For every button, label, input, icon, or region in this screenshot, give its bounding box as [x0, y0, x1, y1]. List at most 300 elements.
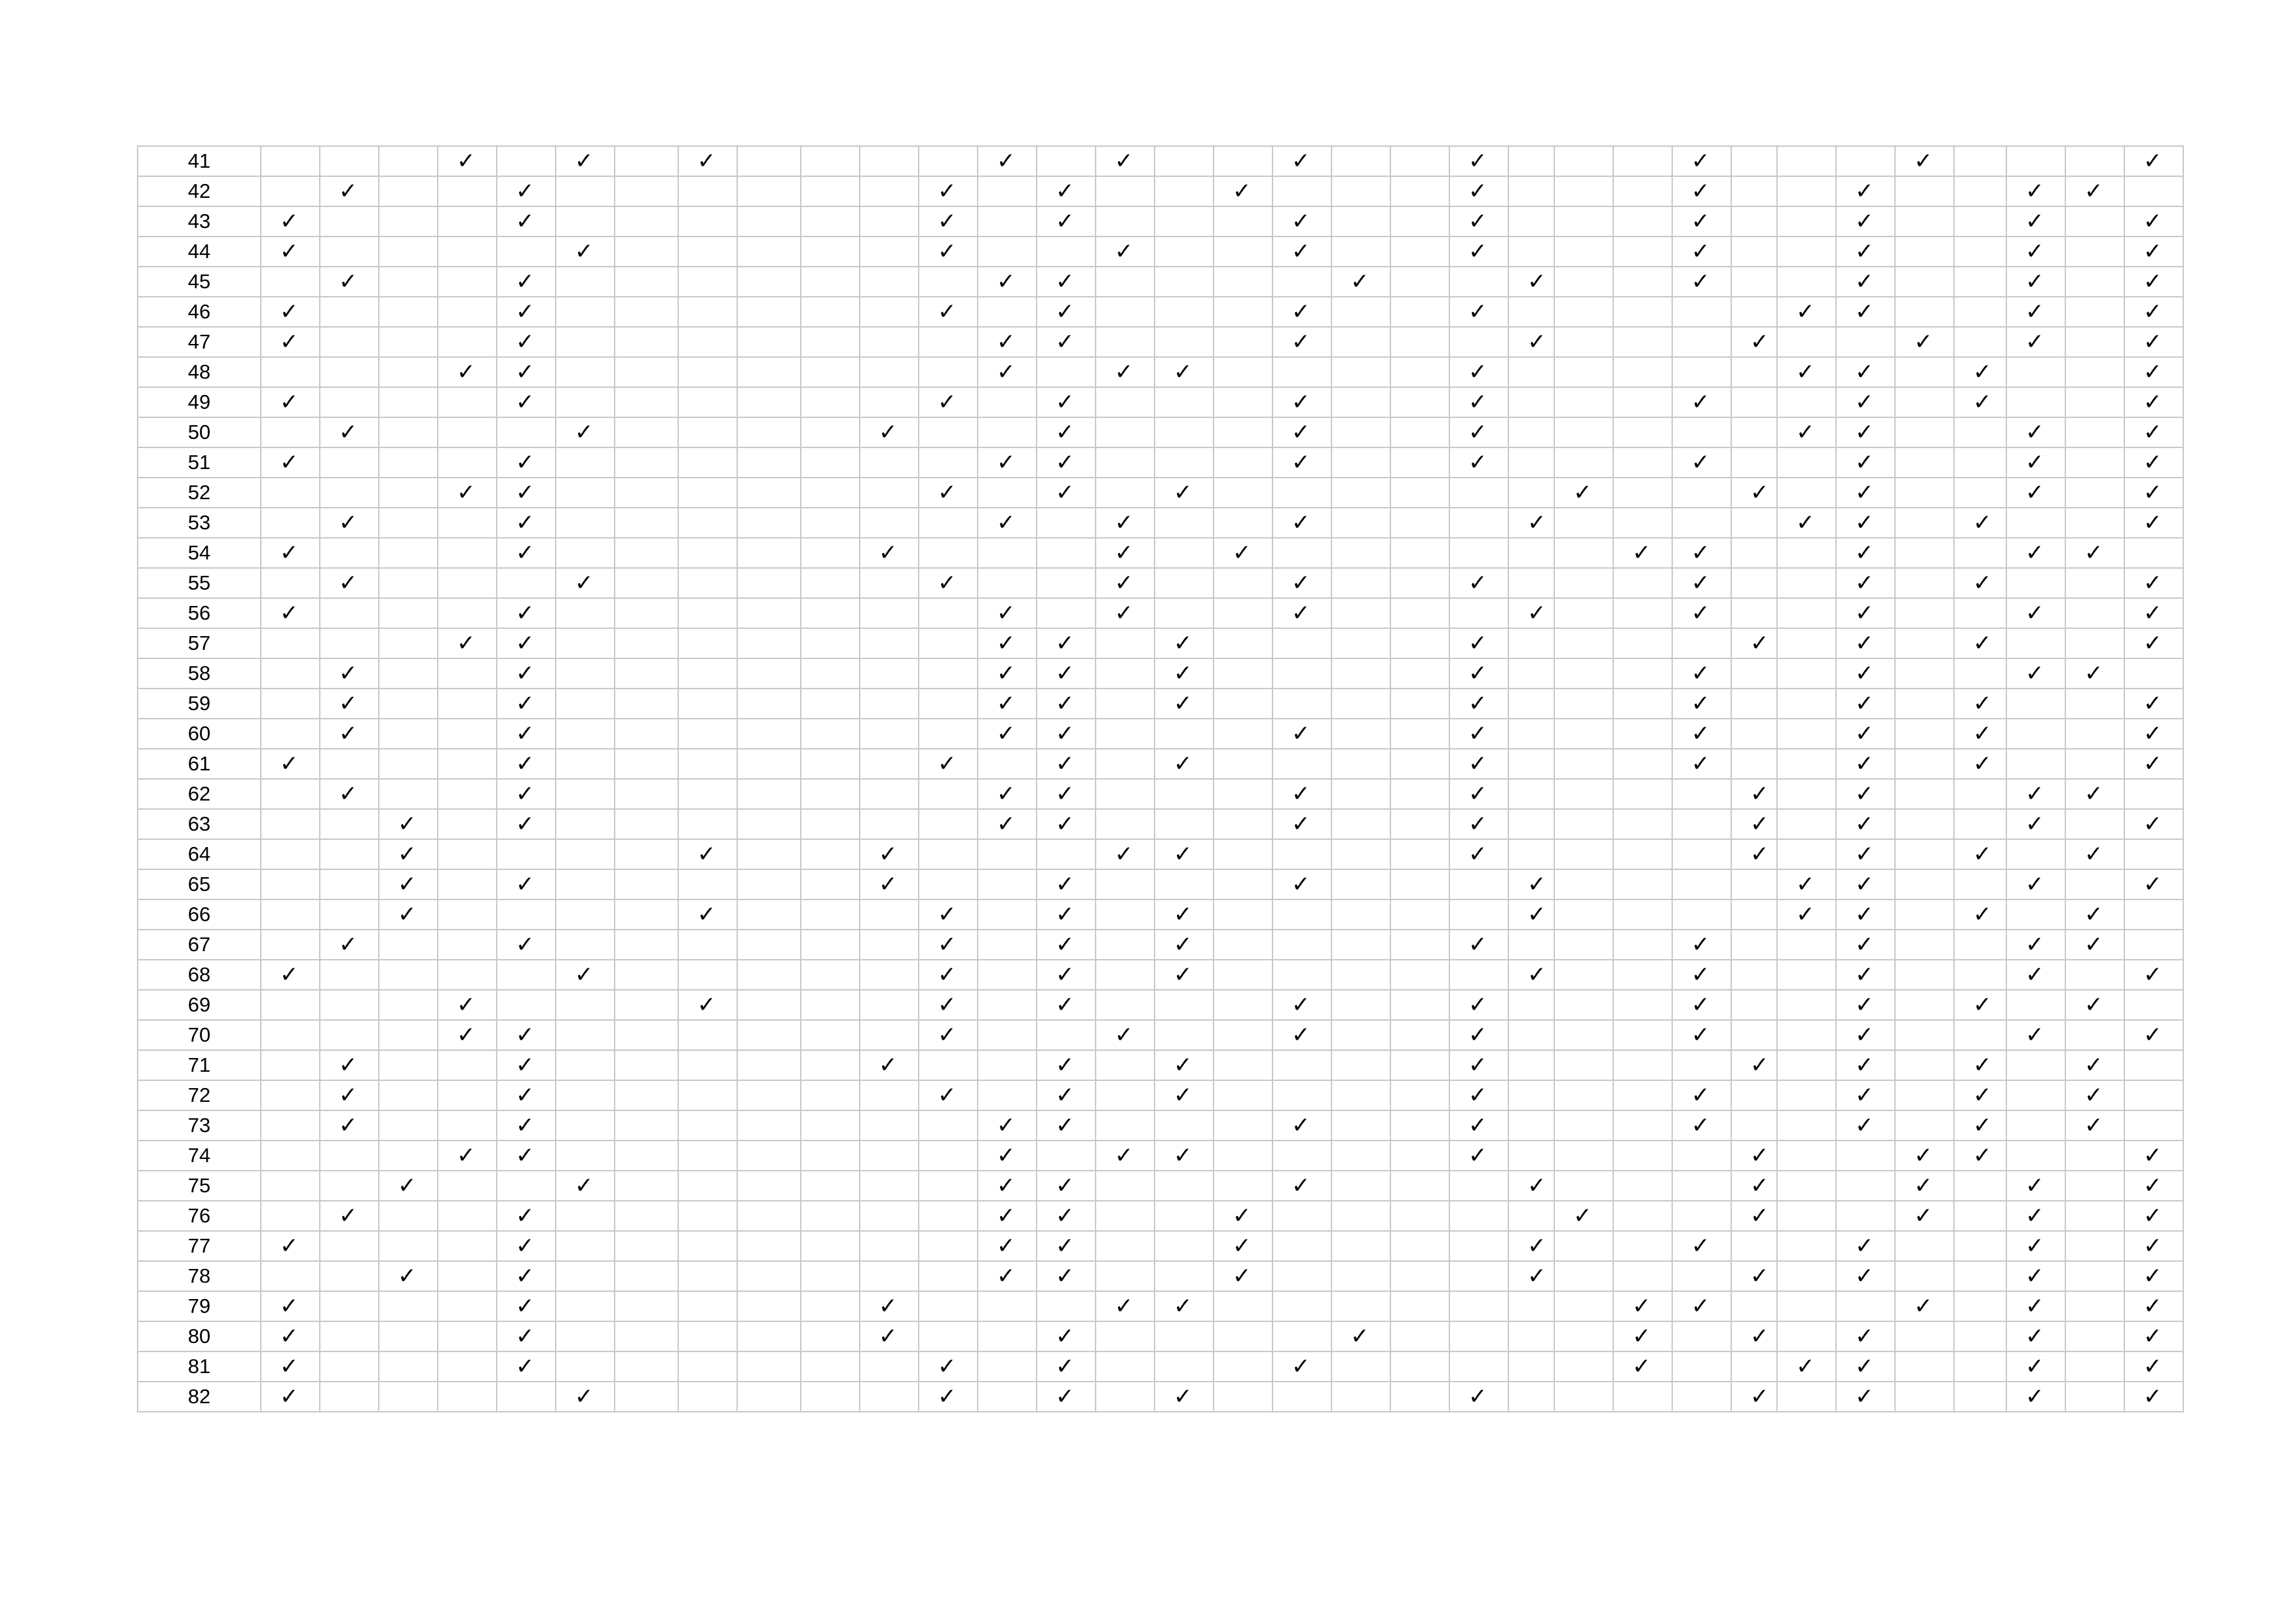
row-number: 60: [138, 719, 261, 749]
check-mark-icon: ✓: [1895, 327, 1954, 357]
check-cell: [860, 719, 919, 749]
check-cell: [1554, 839, 1613, 869]
check-cell: [678, 1110, 737, 1141]
check-cell: [1895, 478, 1954, 508]
check-cell: [1272, 1080, 1331, 1110]
check-cell: [379, 1141, 438, 1171]
check-mark-icon: ✓: [1449, 779, 1508, 809]
check-cell: [1554, 1050, 1613, 1080]
check-cell: [737, 749, 801, 779]
check-cell: [438, 1261, 497, 1291]
check-cell: [1390, 1382, 1449, 1412]
check-mark-icon: ✓: [1508, 327, 1554, 357]
check-cell: [1272, 1261, 1331, 1291]
check-cell: [801, 809, 860, 839]
check-cell: [737, 176, 801, 206]
check-cell: [678, 176, 737, 206]
check-cell: [978, 869, 1037, 899]
check-cell: [2006, 689, 2065, 719]
check-cell: [379, 267, 438, 297]
check-cell: [678, 809, 737, 839]
check-cell: [1895, 1080, 1954, 1110]
check-cell: [1508, 236, 1554, 267]
check-mark-icon: ✓: [497, 1050, 556, 1080]
check-mark-icon: ✓: [1214, 176, 1272, 206]
check-mark-icon: ✓: [1731, 628, 1777, 658]
check-cell: [379, 1110, 438, 1141]
check-cell: [1672, 417, 1731, 447]
check-cell: [1777, 1050, 1836, 1080]
check-cell: [1449, 1201, 1508, 1231]
check-mark-icon: ✓: [261, 297, 320, 327]
check-cell: [1096, 327, 1155, 357]
check-mark-icon: ✓: [1836, 779, 1895, 809]
check-mark-icon: ✓: [919, 899, 978, 930]
check-cell: [497, 146, 556, 176]
check-cell: [978, 1080, 1037, 1110]
check-cell: [2124, 1080, 2183, 1110]
check-cell: [320, 1351, 379, 1382]
check-mark-icon: ✓: [1777, 357, 1836, 387]
check-cell: [556, 1231, 615, 1261]
check-cell: [1954, 447, 2006, 478]
check-cell: [320, 478, 379, 508]
check-cell: [1777, 719, 1836, 749]
check-mark-icon: ✓: [1449, 1382, 1508, 1412]
check-cell: [1613, 387, 1672, 417]
check-cell: [320, 206, 379, 236]
check-cell: [860, 357, 919, 387]
check-mark-icon: ✓: [1272, 297, 1331, 327]
check-mark-icon: ✓: [2124, 960, 2183, 990]
check-mark-icon: ✓: [379, 899, 438, 930]
check-cell: [261, 628, 320, 658]
check-cell: [978, 538, 1037, 568]
check-cell: [1777, 749, 1836, 779]
check-cell: [1613, 478, 1672, 508]
check-cell: [1954, 809, 2006, 839]
check-cell: [2006, 839, 2065, 869]
table-row: [138, 236, 2183, 267]
check-mark-icon: ✓: [1836, 508, 1895, 538]
check-mark-icon: ✓: [1554, 1201, 1613, 1231]
check-cell: [860, 387, 919, 417]
table-row: [138, 960, 2183, 990]
table-row: [138, 478, 2183, 508]
check-mark-icon: ✓: [1096, 538, 1155, 568]
check-cell: [1155, 598, 1214, 628]
check-cell: [379, 568, 438, 598]
row-number: 50: [138, 417, 261, 447]
check-cell: [1390, 1080, 1449, 1110]
check-cell: [860, 1201, 919, 1231]
check-cell: [1331, 598, 1390, 628]
check-cell: [1272, 749, 1331, 779]
check-mark-icon: ✓: [1836, 960, 1895, 990]
check-cell: [1613, 447, 1672, 478]
check-mark-icon: ✓: [1272, 990, 1331, 1020]
check-cell: [615, 869, 678, 899]
check-cell: [1954, 146, 2006, 176]
check-cell: [2124, 899, 2183, 930]
check-cell: [1155, 719, 1214, 749]
check-cell: [1895, 1050, 1954, 1080]
table-row: [138, 990, 2183, 1020]
check-mark-icon: ✓: [1037, 206, 1096, 236]
check-cell: [1672, 809, 1731, 839]
check-cell: [1672, 779, 1731, 809]
check-mark-icon: ✓: [497, 206, 556, 236]
check-mark-icon: ✓: [1613, 538, 1672, 568]
check-cell: [1214, 899, 1272, 930]
table-row: [138, 839, 2183, 869]
check-cell: [1672, 628, 1731, 658]
check-cell: [1554, 1171, 1613, 1201]
table-row: [138, 1020, 2183, 1050]
check-mark-icon: ✓: [2065, 899, 2124, 930]
check-mark-icon: ✓: [1731, 327, 1777, 357]
check-cell: [438, 1080, 497, 1110]
row-number: 44: [138, 236, 261, 267]
check-cell: [1954, 869, 2006, 899]
check-cell: [497, 236, 556, 267]
check-mark-icon: ✓: [497, 1110, 556, 1141]
check-cell: [801, 990, 860, 1020]
check-cell: [261, 357, 320, 387]
check-cell: [1096, 267, 1155, 297]
check-cell: [556, 719, 615, 749]
check-cell: [1895, 960, 1954, 990]
check-cell: [801, 628, 860, 658]
check-mark-icon: ✓: [1836, 749, 1895, 779]
check-mark-icon: ✓: [2065, 1080, 2124, 1110]
check-cell: [1777, 1261, 1836, 1291]
check-cell: [320, 1261, 379, 1291]
check-cell: [438, 297, 497, 327]
check-cell: [1554, 176, 1613, 206]
check-cell: [320, 357, 379, 387]
check-mark-icon: ✓: [1037, 1080, 1096, 1110]
check-cell: [556, 206, 615, 236]
check-mark-icon: ✓: [2065, 658, 2124, 689]
check-cell: [2065, 236, 2124, 267]
check-mark-icon: ✓: [1272, 327, 1331, 357]
check-cell: [261, 930, 320, 960]
check-mark-icon: ✓: [1613, 1321, 1672, 1351]
check-mark-icon: ✓: [1554, 478, 1613, 508]
table-row: [138, 749, 2183, 779]
check-cell: [1155, 176, 1214, 206]
check-cell: [261, 899, 320, 930]
check-mark-icon: ✓: [860, 538, 919, 568]
check-cell: [1037, 568, 1096, 598]
check-mark-icon: ✓: [2065, 990, 2124, 1020]
check-cell: [801, 719, 860, 749]
check-cell: [860, 447, 919, 478]
check-cell: [1613, 508, 1672, 538]
check-cell: [1155, 1201, 1214, 1231]
check-cell: [1508, 1080, 1554, 1110]
check-cell: [860, 809, 919, 839]
check-cell: [556, 689, 615, 719]
check-cell: [1390, 719, 1449, 749]
check-mark-icon: ✓: [2124, 1171, 2183, 1201]
check-cell: [1777, 236, 1836, 267]
check-cell: [737, 689, 801, 719]
check-cell: [1390, 417, 1449, 447]
check-mark-icon: ✓: [261, 1382, 320, 1412]
check-mark-icon: ✓: [1731, 1201, 1777, 1231]
check-cell: [1731, 749, 1777, 779]
check-mark-icon: ✓: [1272, 206, 1331, 236]
check-cell: [261, 839, 320, 869]
check-cell: [1037, 236, 1096, 267]
check-cell: [379, 206, 438, 236]
check-cell: [615, 1231, 678, 1261]
check-cell: [1954, 236, 2006, 267]
check-cell: [1672, 327, 1731, 357]
check-mark-icon: ✓: [1155, 1080, 1214, 1110]
check-cell: [2065, 568, 2124, 598]
check-cell: [1554, 809, 1613, 839]
check-cell: [2006, 719, 2065, 749]
check-mark-icon: ✓: [497, 598, 556, 628]
check-cell: [615, 146, 678, 176]
check-cell: [2065, 1321, 2124, 1351]
check-cell: [919, 1110, 978, 1141]
check-mark-icon: ✓: [1836, 809, 1895, 839]
check-cell: [320, 1141, 379, 1171]
check-cell: [1214, 1110, 1272, 1141]
check-mark-icon: ✓: [1672, 568, 1731, 598]
check-cell: [556, 1321, 615, 1351]
check-cell: [1331, 689, 1390, 719]
check-mark-icon: ✓: [1037, 478, 1096, 508]
table-row: [138, 1321, 2183, 1351]
check-cell: [737, 1231, 801, 1261]
check-mark-icon: ✓: [556, 417, 615, 447]
check-cell: [1731, 357, 1777, 387]
check-mark-icon: ✓: [2006, 267, 2065, 297]
check-cell: [978, 1351, 1037, 1382]
check-mark-icon: ✓: [1731, 478, 1777, 508]
check-cell: [438, 1110, 497, 1141]
check-cell: [801, 839, 860, 869]
check-mark-icon: ✓: [497, 1351, 556, 1382]
check-mark-icon: ✓: [320, 1080, 379, 1110]
check-cell: [1037, 357, 1096, 387]
checklist-body: [138, 146, 2183, 1412]
check-cell: [1777, 1020, 1836, 1050]
check-cell: [2006, 568, 2065, 598]
check-cell: [1390, 689, 1449, 719]
check-mark-icon: ✓: [1449, 1110, 1508, 1141]
row-number: 80: [138, 1321, 261, 1351]
check-cell: [678, 1050, 737, 1080]
check-cell: [1272, 478, 1331, 508]
check-mark-icon: ✓: [1272, 447, 1331, 478]
check-cell: [2124, 658, 2183, 689]
check-cell: [1390, 1231, 1449, 1261]
check-cell: [320, 1231, 379, 1261]
check-cell: [1331, 447, 1390, 478]
table-row: [138, 1171, 2183, 1201]
check-mark-icon: ✓: [919, 749, 978, 779]
check-cell: [320, 1020, 379, 1050]
check-mark-icon: ✓: [1836, 417, 1895, 447]
check-cell: [261, 1141, 320, 1171]
check-cell: [1554, 327, 1613, 357]
check-cell: [1777, 990, 1836, 1020]
check-mark-icon: ✓: [1777, 1351, 1836, 1382]
check-cell: [1331, 327, 1390, 357]
check-cell: [1272, 1291, 1331, 1321]
check-cell: [438, 1050, 497, 1080]
check-cell: [1954, 538, 2006, 568]
check-cell: [1954, 930, 2006, 960]
check-cell: [261, 146, 320, 176]
check-cell: [438, 779, 497, 809]
check-mark-icon: ✓: [1155, 628, 1214, 658]
check-cell: [1777, 146, 1836, 176]
check-cell: [1331, 206, 1390, 236]
check-mark-icon: ✓: [1731, 1050, 1777, 1080]
check-mark-icon: ✓: [438, 1020, 497, 1050]
check-cell: [556, 297, 615, 327]
check-cell: [860, 508, 919, 538]
check-cell: [615, 236, 678, 267]
check-cell: [261, 779, 320, 809]
check-cell: [379, 417, 438, 447]
check-mark-icon: ✓: [1037, 689, 1096, 719]
check-cell: [1390, 1321, 1449, 1351]
check-mark-icon: ✓: [1155, 357, 1214, 387]
check-cell: [737, 568, 801, 598]
check-cell: [497, 1171, 556, 1201]
check-cell: [556, 267, 615, 297]
check-mark-icon: ✓: [1449, 206, 1508, 236]
check-mark-icon: ✓: [1836, 990, 1895, 1020]
check-cell: [678, 387, 737, 417]
check-cell: [801, 869, 860, 899]
row-number: 75: [138, 1171, 261, 1201]
check-cell: [1155, 1321, 1214, 1351]
check-cell: [1554, 990, 1613, 1020]
check-cell: [438, 417, 497, 447]
check-mark-icon: ✓: [1895, 1171, 1954, 1201]
check-cell: [1777, 1110, 1836, 1141]
check-cell: [1508, 1201, 1554, 1231]
check-cell: [1155, 327, 1214, 357]
check-cell: [978, 899, 1037, 930]
check-cell: [1731, 930, 1777, 960]
check-cell: [615, 1382, 678, 1412]
check-mark-icon: ✓: [1155, 478, 1214, 508]
check-mark-icon: ✓: [1214, 1201, 1272, 1231]
check-mark-icon: ✓: [261, 598, 320, 628]
check-mark-icon: ✓: [1954, 357, 2006, 387]
check-cell: [1331, 749, 1390, 779]
check-cell: [1331, 1080, 1390, 1110]
check-cell: [737, 1171, 801, 1201]
check-cell: [1155, 1171, 1214, 1201]
check-mark-icon: ✓: [919, 568, 978, 598]
check-cell: [1272, 628, 1331, 658]
check-mark-icon: ✓: [1672, 1110, 1731, 1141]
check-mark-icon: ✓: [1155, 899, 1214, 930]
check-cell: [615, 1110, 678, 1141]
check-mark-icon: ✓: [438, 1141, 497, 1171]
check-cell: [1777, 628, 1836, 658]
check-mark-icon: ✓: [1836, 478, 1895, 508]
check-cell: [1096, 809, 1155, 839]
check-cell: [1613, 1261, 1672, 1291]
check-cell: [1954, 327, 2006, 357]
check-cell: [261, 1110, 320, 1141]
check-cell: [1331, 658, 1390, 689]
check-mark-icon: ✓: [2006, 1231, 2065, 1261]
check-cell: [2065, 809, 2124, 839]
check-cell: [801, 206, 860, 236]
check-cell: [1731, 236, 1777, 267]
check-cell: [379, 689, 438, 719]
check-cell: [1390, 899, 1449, 930]
check-mark-icon: ✓: [2124, 1351, 2183, 1382]
check-cell: [379, 1291, 438, 1321]
check-cell: [1214, 839, 1272, 869]
check-mark-icon: ✓: [497, 930, 556, 960]
check-cell: [1731, 538, 1777, 568]
check-mark-icon: ✓: [919, 1351, 978, 1382]
check-mark-icon: ✓: [1272, 809, 1331, 839]
check-cell: [1214, 1321, 1272, 1351]
check-cell: [1672, 1321, 1731, 1351]
check-cell: [1954, 1321, 2006, 1351]
check-mark-icon: ✓: [1954, 1110, 2006, 1141]
check-cell: [919, 658, 978, 689]
table-row: [138, 297, 2183, 327]
check-cell: [1390, 628, 1449, 658]
check-cell: [615, 447, 678, 478]
check-cell: [1331, 990, 1390, 1020]
check-cell: [615, 960, 678, 990]
check-cell: [1214, 1171, 1272, 1201]
check-cell: [919, 146, 978, 176]
check-cell: [1554, 417, 1613, 447]
check-cell: [801, 1201, 860, 1231]
check-mark-icon: ✓: [1954, 387, 2006, 417]
check-cell: [379, 327, 438, 357]
table-row: [138, 146, 2183, 176]
check-cell: [1554, 1321, 1613, 1351]
check-mark-icon: ✓: [497, 327, 556, 357]
check-cell: [678, 1291, 737, 1321]
check-cell: [1895, 447, 1954, 478]
check-cell: [2065, 146, 2124, 176]
check-cell: [678, 417, 737, 447]
check-cell: [261, 1020, 320, 1050]
check-mark-icon: ✓: [1449, 1141, 1508, 1171]
check-mark-icon: ✓: [1508, 899, 1554, 930]
check-cell: [1777, 447, 1836, 478]
check-cell: [1390, 779, 1449, 809]
check-cell: [1777, 1141, 1836, 1171]
check-mark-icon: ✓: [2006, 206, 2065, 236]
row-number: 43: [138, 206, 261, 236]
check-cell: [1672, 508, 1731, 538]
check-cell: [1096, 1261, 1155, 1291]
check-cell: [438, 1201, 497, 1231]
